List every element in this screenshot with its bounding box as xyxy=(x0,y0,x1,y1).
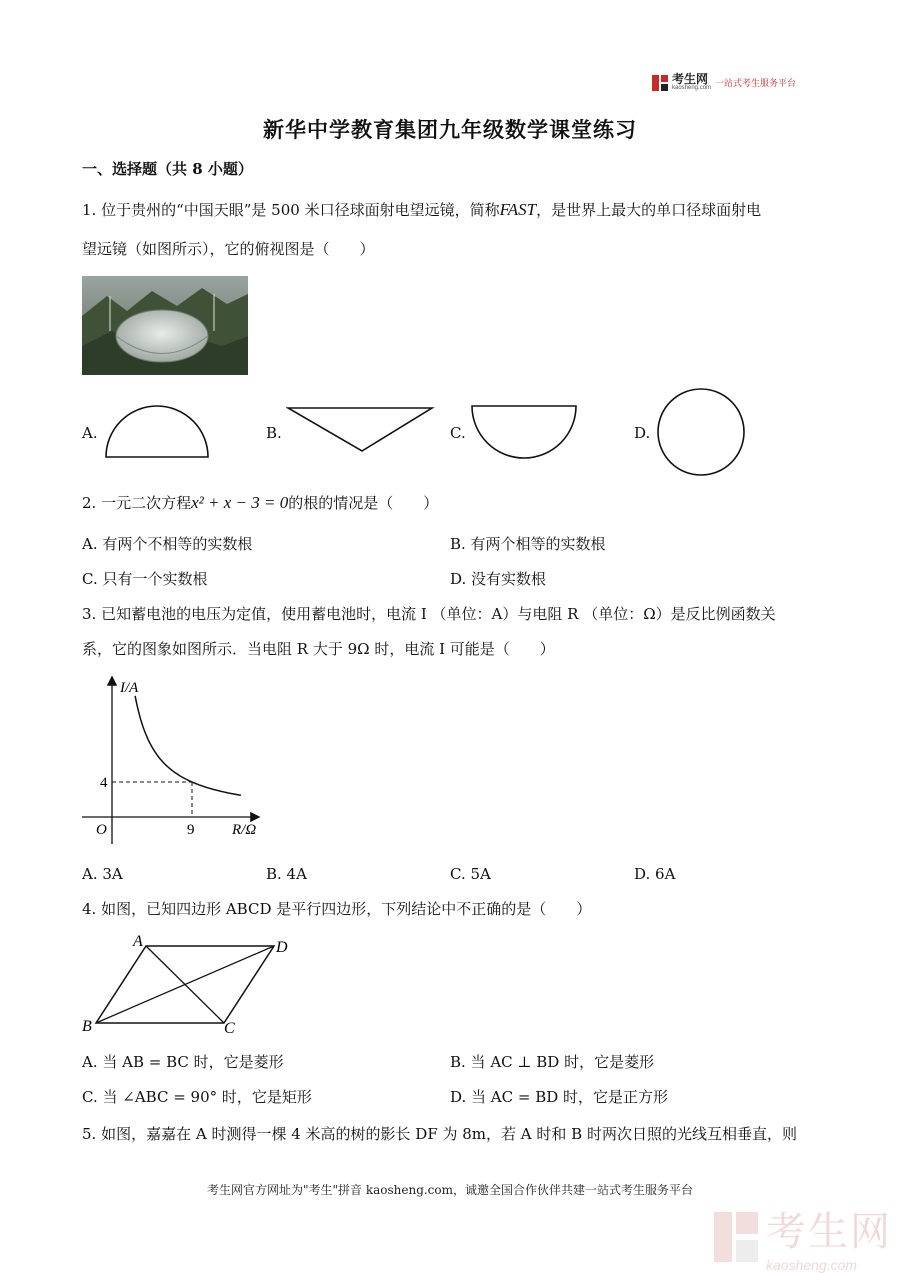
q1-stem-b: ，是世界上最大的单口径球面射电 xyxy=(536,201,762,219)
q3-option-a: A. 3A xyxy=(82,865,123,883)
q1-option-a-label: A. xyxy=(82,424,98,442)
q2-stem-b: 的根的情况是（ ） xyxy=(288,494,439,512)
kaosheng-logo-icon xyxy=(652,75,668,91)
q2-stem-a: 2. 一元二次方程 xyxy=(82,494,192,512)
q1-line2: 望远镜（如图所示），它的俯视图是（ ） xyxy=(82,240,375,258)
logo-slogan: 一站式考生服务平台 xyxy=(715,78,797,88)
q3-option-b: B. 4A xyxy=(266,865,307,883)
vertex-d-label: D xyxy=(276,939,288,956)
q3-option-d: D. 6A xyxy=(634,865,676,883)
watermark-logo-icon xyxy=(714,1212,758,1262)
q1-option-d-label: D. xyxy=(634,424,651,442)
q1-option-b-label: B. xyxy=(266,424,282,442)
q2-equation: x² + x − 3 = 0 xyxy=(191,493,289,512)
q4-option-b: B. 当 AC ⊥ BD 时，它是菱形 xyxy=(450,1053,655,1071)
graph-x-tick: 9 xyxy=(187,822,195,838)
graph-x-label: R/Ω xyxy=(232,822,257,838)
vertex-a-label: A xyxy=(133,933,143,950)
q1-option-d-circle xyxy=(655,386,747,478)
q2-option-b: B. 有两个相等的实数根 xyxy=(450,535,606,553)
page-footer: 考生网官方网址为"考生"拼音 kaosheng.com，诚邀全国合作伙伴共建一站式考生服务平台 xyxy=(206,1183,694,1197)
q4-option-c: C. 当 ∠ABC = 90° 时，它是矩形 xyxy=(82,1088,312,1106)
q3-inverse-function-graph xyxy=(80,672,270,852)
q4-option-d: D. 当 AC = BD 时，它是正方形 xyxy=(450,1088,669,1106)
q4-stem: 4. 如图，已知四边形 ABCD 是平行四边形，下列结论中不正确的是（ ） xyxy=(82,900,592,918)
logo-name: 考生网 xyxy=(672,72,709,86)
q1-stem-a: 1. 位于贵州的“中国天眼”是 500 米口径球面射电望远镜，简称 xyxy=(82,201,500,219)
vertex-c-label: C xyxy=(224,1020,235,1036)
section-heading: 一、选择题（共 8 小题） xyxy=(82,160,253,178)
fast-telescope-photo xyxy=(82,276,248,375)
q4-option-a: A. 当 AB = BC 时，它是菱形 xyxy=(82,1053,284,1071)
q5-line1: 5. 如图，嘉嘉在 A 时测得一棵 4 米高的树的影长 DF 为 8m，若 A 时和 B 时两次日照的光线互相垂直，则 xyxy=(82,1125,797,1143)
site-logo xyxy=(652,73,796,92)
q1-option-a-semicircle-up xyxy=(104,404,212,460)
graph-origin-label: O xyxy=(96,822,107,838)
diagonal-bd xyxy=(96,946,274,1023)
vertex-b-label: B xyxy=(82,1018,92,1035)
q3-line2: 系，它的图象如图所示．当电阻 R 大于 9Ω 时，电流 I 可能是（ ） xyxy=(82,640,555,658)
q4-parallelogram-figure xyxy=(78,930,298,1036)
watermark-text: 考生网 xyxy=(766,1210,892,1254)
graph-y-label: I/A xyxy=(120,680,139,696)
q1-line1 xyxy=(82,200,761,220)
q2-stem xyxy=(82,493,438,513)
q2-option-c: C. 只有一个实数根 xyxy=(82,570,208,588)
logo-text xyxy=(672,73,711,92)
watermark xyxy=(714,1200,892,1273)
q2-option-d: D. 没有实数根 xyxy=(450,570,547,588)
watermark-text-block xyxy=(766,1200,892,1273)
q3-line1: 3. 已知蓄电池的电压为定值，使用蓄电池时，电流 I （单位：A）与电阻 R （单位：Ω）是反比例函数关 xyxy=(82,605,776,623)
q3-option-c: C. 5A xyxy=(450,865,491,883)
q2-option-a: A. 有两个不相等的实数根 xyxy=(82,535,253,553)
q1-option-c-semicircle-down xyxy=(470,403,580,460)
graph-curve xyxy=(135,696,241,796)
q1-option-c-label: C. xyxy=(450,424,466,442)
page-title: 新华中学教育集团九年级数学课堂练习 xyxy=(263,117,637,142)
q1-option-b-triangle xyxy=(286,404,436,454)
logo-url: kaosheng.com xyxy=(672,85,712,91)
q1-fast: FAST xyxy=(499,200,537,219)
watermark-url: kaosheng.com xyxy=(766,1257,858,1273)
graph-y-tick: 4 xyxy=(100,775,108,791)
